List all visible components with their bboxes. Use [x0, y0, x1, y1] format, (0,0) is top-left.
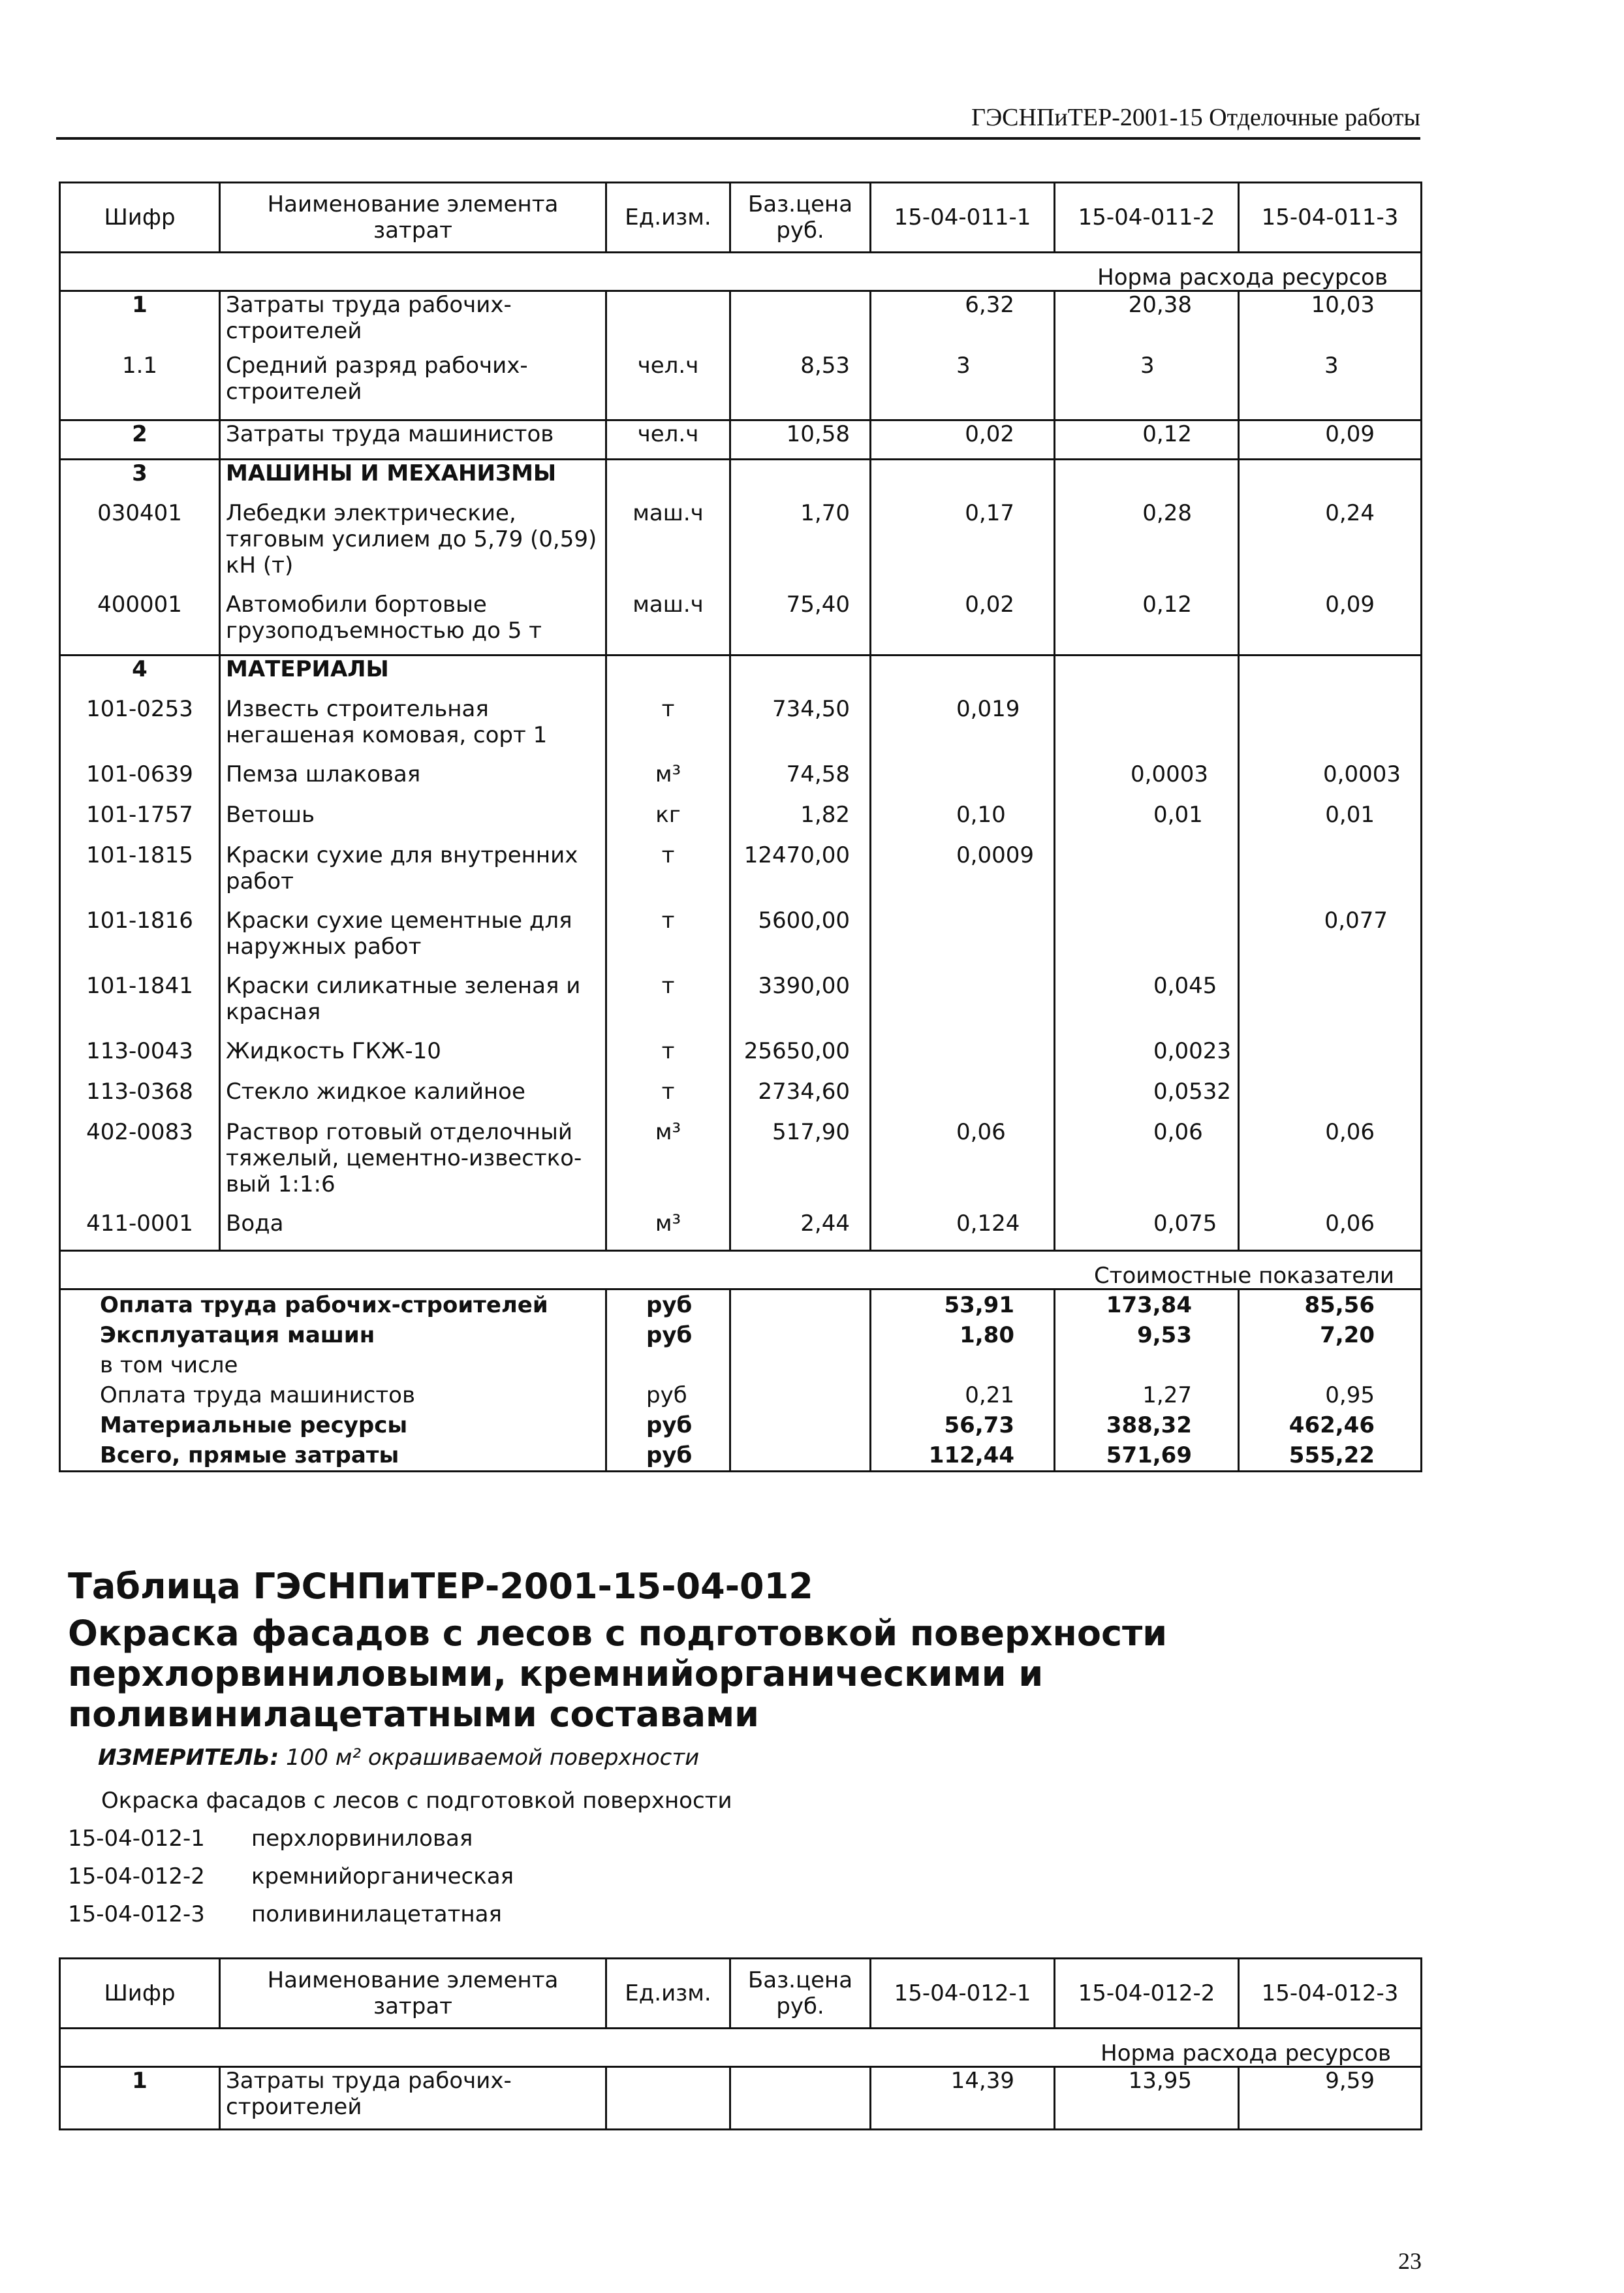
- row-unit: маш.ч: [606, 592, 730, 656]
- total-value-2: 173,84: [1055, 1289, 1239, 1321]
- row-name: Затраты труда машинистов: [220, 420, 606, 460]
- total-value-1: 1,80: [871, 1320, 1055, 1350]
- row-value-1: [871, 1038, 1055, 1079]
- table-row: [60, 973, 1422, 1038]
- row-name: Известь строительная негашеная комовая, сорт 1: [220, 696, 606, 761]
- table-row: [60, 592, 1422, 656]
- row-value-1: 0,0009: [871, 842, 1055, 908]
- resource-table-2: [59, 1957, 1422, 2130]
- table-header-row: [60, 1959, 1422, 2029]
- row-value-1: [871, 761, 1055, 802]
- table-row: [60, 802, 1422, 842]
- col-price-header: Баз.цена руб.: [730, 1959, 871, 2029]
- row-code: 113-0043: [60, 1038, 220, 1079]
- row-name: Ветошь: [220, 802, 606, 842]
- table-row: [60, 696, 1422, 761]
- row-price: 3390,00: [730, 973, 871, 1038]
- row-unit: чел.ч: [606, 353, 730, 420]
- row-value-3: 0,077: [1239, 908, 1422, 973]
- row-code: 101-1757: [60, 802, 220, 842]
- row-value-3: 3: [1239, 353, 1422, 420]
- col-unit-header: Ед.изм.: [606, 1959, 730, 2029]
- table-row: [60, 1119, 1422, 1210]
- total-unit: руб: [606, 1380, 730, 1410]
- table-row: [60, 908, 1422, 973]
- table-row: [60, 500, 1422, 592]
- cost-band-label: Стоимостные показатели: [60, 1251, 1422, 1289]
- row-name: Средний разряд рабочих-строителей: [220, 353, 606, 420]
- row-unit: т: [606, 842, 730, 908]
- row-name: Вода: [220, 1210, 606, 1251]
- total-label: Оплата труда рабочих-строителей: [60, 1289, 606, 1321]
- work-code-1: 15-04-012-1: [68, 1826, 205, 1852]
- row-value-1: 0,019: [871, 696, 1055, 761]
- col-unit-header: Ед.изм.: [606, 183, 730, 253]
- row-price: 12470,00: [730, 842, 871, 908]
- row-value-3: [1239, 1079, 1422, 1119]
- total-unit: руб: [606, 1289, 730, 1321]
- row-value-1: [871, 908, 1055, 973]
- row-name: Жидкость ГКЖ-10: [220, 1038, 606, 1079]
- row-name: Краски сухие цементные для наружных работ: [220, 908, 606, 973]
- row-unit: м³: [606, 761, 730, 802]
- total-row: [60, 1289, 1422, 1321]
- total-label: Оплата труда машинистов: [60, 1380, 606, 1410]
- row-code: 101-1841: [60, 973, 220, 1038]
- col-code-3-header: 15-04-011-3: [1239, 183, 1422, 253]
- table-row: [60, 2067, 1422, 2130]
- row-value-1: 0,02: [871, 420, 1055, 460]
- total-value-1: 56,73: [871, 1410, 1055, 1440]
- row-price: 2,44: [730, 1210, 871, 1251]
- running-header: ГЭСНПиТЕР-2001-15 Отделочные работы: [56, 98, 1420, 140]
- table-title: Таблица ГЭСНПиТЕР-2001-15-04-012: [68, 1566, 813, 1607]
- total-value-1: 53,91: [871, 1289, 1055, 1321]
- row-value-2: 13,95: [1055, 2067, 1239, 2130]
- row-value-2: 3: [1055, 353, 1239, 420]
- row-price: 74,58: [730, 761, 871, 802]
- section-row: [60, 460, 1422, 500]
- row-name: Затраты труда рабочих-строителей: [220, 291, 606, 353]
- row-name: Затраты труда рабочих-строителей: [220, 2067, 606, 2130]
- total-value-3: 462,46: [1239, 1410, 1422, 1440]
- row-value-1: 0,10: [871, 802, 1055, 842]
- total-unit: руб: [606, 1320, 730, 1350]
- row-code: 101-1815: [60, 842, 220, 908]
- row-price: 1,70: [730, 500, 871, 592]
- total-value-2: 9,53: [1055, 1320, 1239, 1350]
- table-row: [60, 842, 1422, 908]
- row-price: 25650,00: [730, 1038, 871, 1079]
- row-unit: т: [606, 973, 730, 1038]
- measure-label: ИЗМЕРИТЕЛЬ:: [98, 1745, 279, 1771]
- work-code-2: 15-04-012-2: [68, 1863, 205, 1890]
- row-unit: чел.ч: [606, 420, 730, 460]
- row-code: 1: [60, 2067, 220, 2130]
- norm-band-row: [60, 253, 1422, 291]
- measure-value: 100 м² окрашиваемой поверхности: [286, 1745, 700, 1771]
- row-price: 734,50: [730, 696, 871, 761]
- section-code: 4: [60, 656, 220, 696]
- total-row: [60, 1350, 1422, 1380]
- work-code-3: 15-04-012-3: [68, 1901, 205, 1927]
- row-price: 2734,60: [730, 1079, 871, 1119]
- row-name: Краски силикатные зеленая и красная: [220, 973, 606, 1038]
- total-value-3: 0,95: [1239, 1380, 1422, 1410]
- row-value-2: 0,0023: [1055, 1038, 1239, 1079]
- col-code-2-header: 15-04-011-2: [1055, 183, 1239, 253]
- row-unit: [606, 2067, 730, 2130]
- row-value-1: 6,32: [871, 291, 1055, 353]
- row-value-2: 0,01: [1055, 802, 1239, 842]
- row-value-1: [871, 973, 1055, 1038]
- row-unit: м³: [606, 1119, 730, 1210]
- work-text-3: поливинилацетатная: [251, 1901, 502, 1927]
- row-value-1: 0,02: [871, 592, 1055, 656]
- row-value-1: 3: [871, 353, 1055, 420]
- row-unit: [606, 291, 730, 353]
- row-value-3: [1239, 696, 1422, 761]
- total-label: в том числе: [60, 1350, 606, 1380]
- total-value-2: 571,69: [1055, 1440, 1239, 1472]
- row-unit: т: [606, 696, 730, 761]
- total-unit: руб: [606, 1410, 730, 1440]
- row-value-3: [1239, 842, 1422, 908]
- row-name: Лебедки электрические, тяговым усилием до 5,79 (0,59) кН (т): [220, 500, 606, 592]
- row-unit: кг: [606, 802, 730, 842]
- table-row: [60, 761, 1422, 802]
- row-value-3: 0,0003: [1239, 761, 1422, 802]
- col-code-3-header: 15-04-012-3: [1239, 1959, 1422, 2029]
- total-value-1: 112,44: [871, 1440, 1055, 1472]
- row-value-2: 0,12: [1055, 592, 1239, 656]
- row-code: 030401: [60, 500, 220, 592]
- col-code-header: Шифр: [60, 1959, 220, 2029]
- row-price: 75,40: [730, 592, 871, 656]
- norm-band-row: [60, 2029, 1422, 2067]
- row-value-2: 0,06: [1055, 1119, 1239, 1210]
- total-label: Всего, прямые затраты: [60, 1440, 606, 1472]
- table-row: [60, 291, 1422, 353]
- section-code: 3: [60, 460, 220, 500]
- col-price-header: Баз.цена руб.: [730, 183, 871, 253]
- row-value-3: 0,09: [1239, 592, 1422, 656]
- work-text-1: перхлорвиниловая: [251, 1826, 473, 1852]
- norm-band-label: Норма расхода ресурсов: [60, 253, 1422, 291]
- work-intro: Окраска фасадов с лесов с подготовкой поверхности: [101, 1788, 732, 1814]
- row-code: 400001: [60, 592, 220, 656]
- table-row: [60, 420, 1422, 460]
- total-row: [60, 1440, 1422, 1472]
- row-value-3: 0,24: [1239, 500, 1422, 592]
- table-row: [60, 353, 1422, 420]
- col-name-header: Наименование элемента затрат: [220, 183, 606, 253]
- row-value-3: 9,59: [1239, 2067, 1422, 2130]
- row-value-2: [1055, 908, 1239, 973]
- total-row: [60, 1380, 1422, 1410]
- row-value-2: [1055, 842, 1239, 908]
- row-value-3: [1239, 1038, 1422, 1079]
- section-title: МАШИНЫ И МЕХАНИЗМЫ: [220, 460, 606, 500]
- row-value-3: 0,06: [1239, 1119, 1422, 1210]
- row-code: 2: [60, 420, 220, 460]
- section-title: МАТЕРИАЛЫ: [220, 656, 606, 696]
- col-code-header: Шифр: [60, 183, 220, 253]
- total-value-1: 0,21: [871, 1380, 1055, 1410]
- total-value-3: 85,56: [1239, 1289, 1422, 1321]
- row-price: 8,53: [730, 353, 871, 420]
- row-unit: т: [606, 1079, 730, 1119]
- col-name-header: Наименование элемента затрат: [220, 1959, 606, 2029]
- row-name: Автомобили бортовые грузоподъемностью до 5 т: [220, 592, 606, 656]
- col-code-1-header: 15-04-012-1: [871, 1959, 1055, 2029]
- row-code: 101-1816: [60, 908, 220, 973]
- total-value-2: 1,27: [1055, 1380, 1239, 1410]
- row-value-2: 0,12: [1055, 420, 1239, 460]
- col-code-1-header: 15-04-011-1: [871, 183, 1055, 253]
- total-value-2: 388,32: [1055, 1410, 1239, 1440]
- section-heading-line-2: перхлорвиниловыми, кремнийорганическими и: [68, 1653, 1044, 1694]
- row-unit: маш.ч: [606, 500, 730, 592]
- table-row: [60, 1079, 1422, 1119]
- row-code: 1.1: [60, 353, 220, 420]
- row-price: 517,90: [730, 1119, 871, 1210]
- norm-band-label: Норма расхода ресурсов: [60, 2029, 1422, 2067]
- cost-band-row: [60, 1251, 1422, 1289]
- total-row: [60, 1320, 1422, 1350]
- row-value-2: 0,28: [1055, 500, 1239, 592]
- row-value-2: [1055, 696, 1239, 761]
- row-code: 101-0639: [60, 761, 220, 802]
- row-code: 1: [60, 291, 220, 353]
- row-unit: т: [606, 1038, 730, 1079]
- row-value-1: [871, 1079, 1055, 1119]
- row-price: 1,82: [730, 802, 871, 842]
- row-value-2: 0,0532: [1055, 1079, 1239, 1119]
- row-value-1: 0,17: [871, 500, 1055, 592]
- total-value-3: 7,20: [1239, 1320, 1422, 1350]
- total-label: Эксплуатация машин: [60, 1320, 606, 1350]
- row-price: 5600,00: [730, 908, 871, 973]
- row-unit: т: [606, 908, 730, 973]
- resource-table-1: [59, 182, 1422, 1472]
- row-value-3: 0,09: [1239, 420, 1422, 460]
- row-name: Пемза шлаковая: [220, 761, 606, 802]
- row-value-1: 0,124: [871, 1210, 1055, 1251]
- row-code: 402-0083: [60, 1119, 220, 1210]
- row-value-1: 14,39: [871, 2067, 1055, 2130]
- row-price: [730, 2067, 871, 2130]
- total-label: Материальные ресурсы: [60, 1410, 606, 1440]
- table-row: [60, 1210, 1422, 1251]
- row-value-2: 0,0003: [1055, 761, 1239, 802]
- table-header-row: [60, 183, 1422, 253]
- row-value-2: 0,075: [1055, 1210, 1239, 1251]
- row-name: Краски сухие для внутренних работ: [220, 842, 606, 908]
- row-code: 411-0001: [60, 1210, 220, 1251]
- row-code: 113-0368: [60, 1079, 220, 1119]
- row-value-3: 10,03: [1239, 291, 1422, 353]
- row-value-3: 0,01: [1239, 802, 1422, 842]
- measure-unit: [98, 1745, 699, 1771]
- total-unit: руб: [606, 1440, 730, 1472]
- row-value-2: 20,38: [1055, 291, 1239, 353]
- row-value-1: 0,06: [871, 1119, 1055, 1210]
- row-value-3: [1239, 973, 1422, 1038]
- row-unit: м³: [606, 1210, 730, 1251]
- row-name: Раствор готовый отделочный тяжелый, цементно-известко-вый 1:1:6: [220, 1119, 606, 1210]
- total-value-3: 555,22: [1239, 1440, 1422, 1472]
- row-value-3: 0,06: [1239, 1210, 1422, 1251]
- row-name: Стекло жидкое калийное: [220, 1079, 606, 1119]
- row-value-2: 0,045: [1055, 973, 1239, 1038]
- section-heading-line-3: поливинилацетатными составами: [68, 1694, 759, 1735]
- table-row: [60, 1038, 1422, 1079]
- section-heading-line-1: Окраска фасадов с лесов с подготовкой поверхности: [68, 1613, 1168, 1654]
- page-number: 23: [1398, 2248, 1422, 2274]
- row-code: 101-0253: [60, 696, 220, 761]
- col-code-2-header: 15-04-012-2: [1055, 1959, 1239, 2029]
- section-row: [60, 656, 1422, 696]
- row-price: 10,58: [730, 420, 871, 460]
- row-price: [730, 291, 871, 353]
- work-text-2: кремнийорганическая: [251, 1863, 514, 1890]
- total-row: [60, 1410, 1422, 1440]
